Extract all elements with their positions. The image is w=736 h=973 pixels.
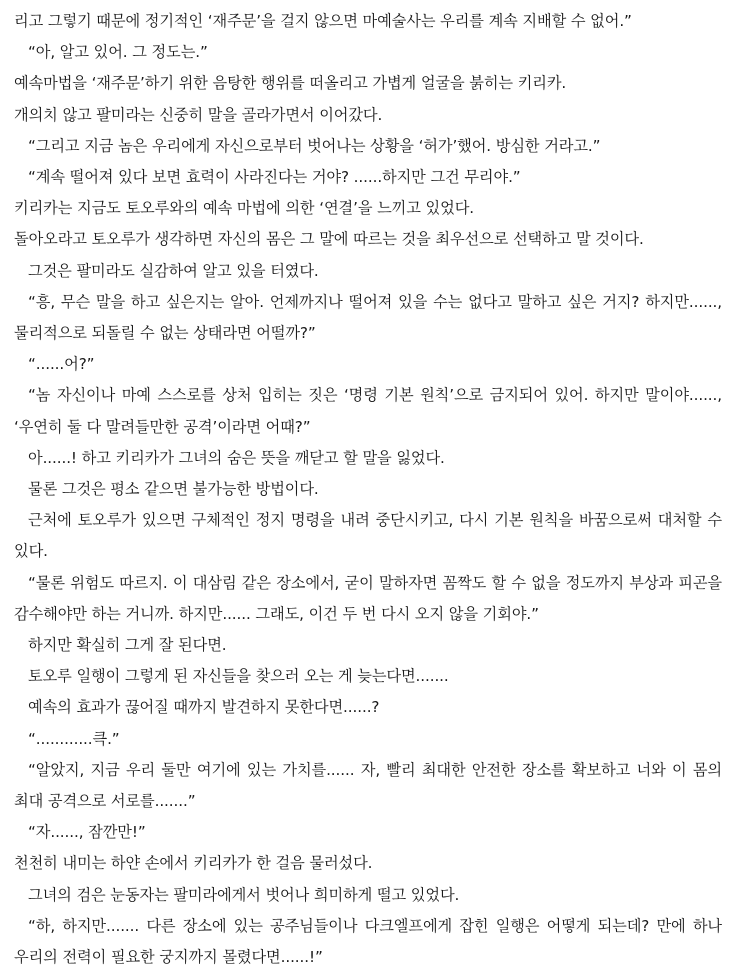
- paragraph: 예속마법을 ‘재주문’하기 위한 음탕한 행위를 떠올리고 가볍게 얼굴을 붉히는 키리카.: [14, 74, 567, 93]
- paragraph: 돌아오라고 토오루가 생각하면 자신의 몸은 그 말에 따르는 것을 최우선으로 선택하고 말 것이다.: [14, 230, 644, 249]
- paragraph: 그녀의 검은 눈동자는 팔미라에게서 벗어나 희미하게 떨고 있었다.: [28, 885, 460, 904]
- paragraph: 근처에 토오루가 있으면 구체적인 정지 명령을 내려 중단시키고, 다시 기본 원칙을 바꿈으로써 대처할 수 있다.: [14, 511, 722, 561]
- paragraph: 아......! 하고 키리카가 그녀의 숨은 뜻을 깨닫고 할 말을 잃었다.: [28, 448, 445, 467]
- paragraph: “흥, 무슨 말을 하고 싶은지는 알아. 언제까지나 떨어져 있을 수는 없다고 말하고 싶은 거지? 하지만......, 물리적으로 되돌릴 수 없는 상태라면 어떨까?”: [14, 292, 722, 343]
- paragraph: 물론 그것은 평소 같으면 불가능한 방법이다.: [28, 480, 319, 499]
- paragraph: 키리카는 지금도 토오루와의 예속 마법에 의한 ‘연결’을 느끼고 있었다.: [14, 199, 474, 218]
- paragraph: “그리고 지금 놈은 우리에게 자신으로부터 벗어나는 상황을 ‘허가’했어. 방심한 거라고.”: [28, 136, 601, 155]
- paragraph: 천천히 내미는 하얀 손에서 키리카가 한 걸음 물러섰다.: [14, 854, 373, 873]
- paragraph: “하, 하지만....... 다른 장소에 있는 공주님들이나 다크엘프에게 잡힌 일행은 어떻게 되는데? 만에 하나 우리의 전력이 필요한 궁지까지 몰렸다면......!”: [14, 916, 722, 967]
- paragraph: 토오루 일행이 그렇게 된 자신들을 찾으러 오는 게 늦는다면.......: [28, 667, 449, 686]
- paragraph: “알았지, 지금 우리 둘만 여기에 있는 가치를...... 자, 빨리 최대한 안전한 장소를 확보하고 너와 이 몸의 최대 공격으로 서로를.......”: [14, 760, 722, 811]
- paragraph: “자......, 잠깐만!”: [28, 823, 146, 842]
- paragraph: 개의치 않고 팔미라는 신중히 말을 골라가면서 이어갔다.: [14, 105, 383, 124]
- paragraph: “놈 자신이나 마예 스스로를 상처 입히는 짓은 ‘명령 기본 원칙’으로 금지되어 있어. 하지만 말이야......, ‘우연히 둘 다 말려들만한 공격’이라면 어때?”: [14, 386, 722, 436]
- paragraph: “............큭.”: [28, 729, 120, 748]
- paragraph: 그것은 팔미라도 실감하여 알고 있을 터였다.: [28, 261, 319, 280]
- paragraph: 예속의 효과가 끊어질 때까지 발견하지 못한다면......?: [28, 698, 380, 717]
- paragraph: 하지만 확실히 그게 잘 된다면.: [28, 636, 227, 655]
- paragraph: “물론 위험도 따르지. 이 대삼림 같은 장소에서, 굳이 말하자면 꼼짝도 할 수 없을 정도까지 부상과 피곤을 감수해야만 하는 거니까. 하지만...... 그래도, 이건 두 번 다시 오지 않을 기회야.”: [14, 573, 722, 623]
- paragraph: “계속 떨어져 있다 보면 효력이 사라진다는 거야? ......하지만 그건 무리야.”: [28, 168, 521, 187]
- paragraph: “......어?”: [28, 355, 95, 374]
- paragraph: 리고 그렇기 때문에 정기적인 ‘재주문’을 걸지 않으면 마예술사는 우리를 계속 지배할 수 없어.”: [14, 12, 632, 30]
- paragraph: “아, 알고 있어. 그 정도는.”: [28, 43, 208, 62]
